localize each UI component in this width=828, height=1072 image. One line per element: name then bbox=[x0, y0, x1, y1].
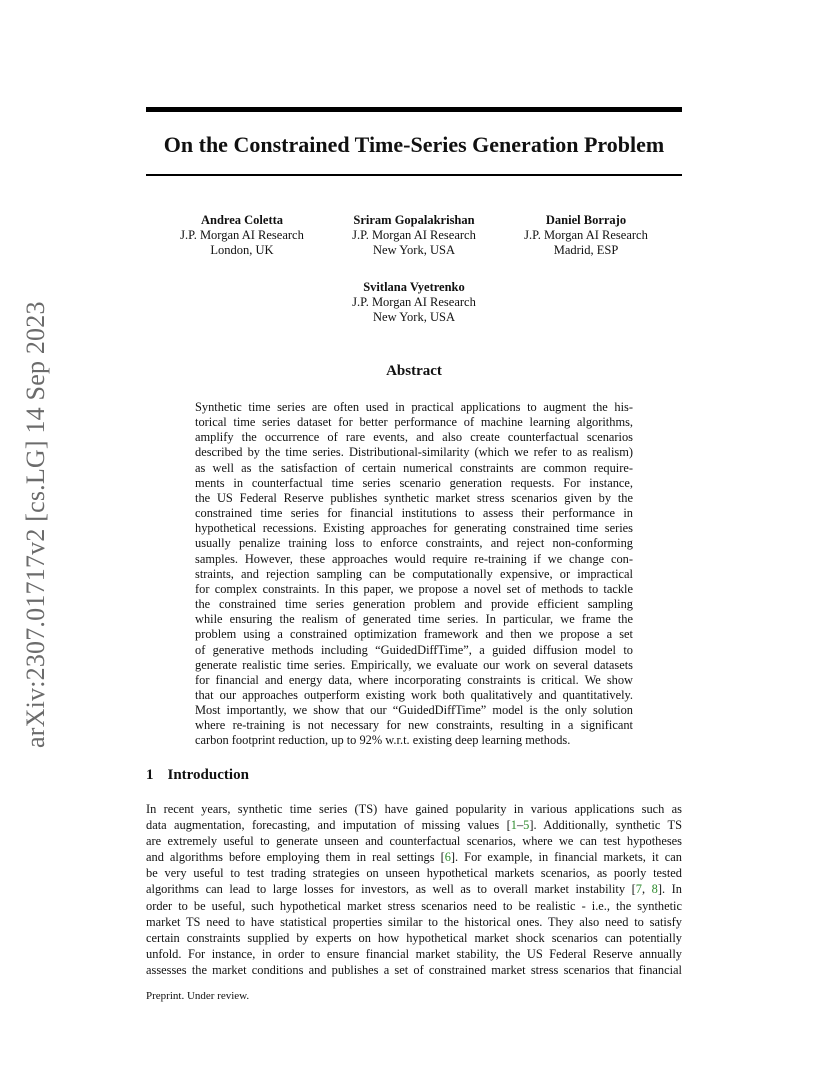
abstract-line: Synthetic time series are often used in practical applications to augment the his- bbox=[195, 400, 633, 414]
author-affiliation: J.P. Morgan AI Research bbox=[352, 228, 476, 242]
author-name: Svitlana Vyetrenko bbox=[363, 280, 465, 294]
abstract-line: for financial and energy data, where incorporating constraints is critical. We show bbox=[195, 672, 633, 687]
abstract-line: of generative methods including “GuidedDiffTime”, a guided diffusion model to bbox=[195, 642, 633, 657]
abstract-heading: Abstract bbox=[386, 363, 442, 379]
author-name: Andrea Coletta bbox=[200, 213, 284, 227]
intro-text: ]. For example, in financial markets, it can bbox=[450, 850, 682, 865]
intro-text: data augmentation, forecasting, and imputation of missing values [ bbox=[146, 818, 511, 833]
intro-line: unfold. For instance, in order to ensure financial market stability, the US Federal Reserve annually bbox=[146, 946, 682, 961]
abstract-line: straints, and rejection sampling can be computationally expensive, or impractical bbox=[195, 566, 633, 581]
author-block-3 bbox=[496, 213, 676, 258]
abstract-line: samples. However, these approaches would require re-training if we change con- bbox=[195, 551, 633, 566]
author-location: New York, USA bbox=[373, 310, 455, 324]
abstract-line: Most importantly, we show that our “GuidedDiffTime” model is the only solution bbox=[195, 703, 633, 718]
section-title: Introduction bbox=[167, 767, 249, 783]
abstract-line: as well as the satisfaction of certain numerical constraints are common require- bbox=[195, 460, 633, 475]
abstract-line: described by the time series. Distributional-similarity (which we refer to as realism) bbox=[195, 445, 633, 460]
introduction-body bbox=[146, 801, 682, 978]
abstract-line: the constrained time series generation problem and provide efficient sampling bbox=[195, 597, 633, 612]
intro-line bbox=[146, 849, 682, 865]
intro-text: ]. In bbox=[657, 882, 682, 897]
author-block-4 bbox=[324, 280, 504, 325]
abstract-line: for complex constraints. In this paper, we propose a novel set of methods to tackle bbox=[195, 581, 633, 596]
arxiv-identifier: arXiv:2307.01717v2 [cs.LG] 14 Sep 2023 bbox=[21, 301, 50, 749]
author-name: Sriram Gopalakrishan bbox=[353, 213, 475, 227]
intro-line bbox=[146, 817, 682, 833]
intro-text: – bbox=[516, 818, 524, 833]
footer-note: Preprint. Under review. bbox=[146, 990, 250, 1002]
abstract-line: that our approaches outperform existing work both qualitatively and quantitatively. bbox=[195, 687, 633, 702]
abstract-line: constrained time series for financial institutions to assess their performance in bbox=[195, 506, 633, 521]
abstract-line: amplify the occurrence of rare events, and also create counterfactual scenarios bbox=[195, 430, 633, 445]
intro-line: assesses the market conditions and publishes a set of constrained market stress scenarios that financial bbox=[146, 962, 682, 977]
author-affiliation: J.P. Morgan AI Research bbox=[352, 295, 476, 309]
intro-text: and algorithms before employing them in real settings [ bbox=[146, 850, 445, 865]
abstract-line: hypothetical recessions. Existing approaches for generating constrained time series bbox=[195, 521, 633, 536]
abstract-line: generate realistic time series. Empirically, we evaluate our work on several datasets bbox=[195, 657, 633, 672]
abstract-line: problem using a constrained optimization framework and then we propose a set bbox=[195, 627, 633, 642]
title-top-rule bbox=[146, 107, 682, 112]
intro-line: market TS need to have statistical properties similar to the historical ones. They also need to satisfy bbox=[146, 914, 682, 929]
intro-line: order to be useful, such hypothetical market stress scenarios need to be realistic - i.e., the synthetic bbox=[146, 898, 682, 913]
intro-line: In recent years, synthetic time series (TS) have gained popularity in various applications such as bbox=[146, 802, 682, 816]
author-location: New York, USA bbox=[373, 243, 455, 257]
abstract-line: carbon footprint reduction, up to 92% w.r.t. existing deep learning methods. bbox=[195, 733, 571, 748]
intro-line: be very useful to test trading strategies on unseen hypothetical markets scenarios, as poorly tested bbox=[146, 866, 682, 881]
abstract-body bbox=[195, 400, 633, 749]
section-heading bbox=[146, 767, 249, 784]
author-block-1 bbox=[152, 213, 332, 258]
intro-line bbox=[146, 881, 682, 897]
citation-link[interactable]: 8 bbox=[651, 882, 658, 897]
section-number: 1 bbox=[146, 767, 154, 783]
citation-link[interactable]: 7 bbox=[635, 882, 642, 897]
author-affiliation: J.P. Morgan AI Research bbox=[180, 228, 304, 242]
citation-link[interactable]: 6 bbox=[444, 850, 451, 865]
intro-line: certain constraints supplied by experts on how hypothetical market shock scenarios can potentially bbox=[146, 930, 682, 945]
abstract-line: where re-training is not necessary for new constraints, resulting in a significant bbox=[195, 718, 633, 733]
author-location: Madrid, ESP bbox=[553, 243, 619, 257]
intro-line: are extremely useful to generate unseen and counterfactual scenarios, where we can test hypotheses bbox=[146, 834, 682, 849]
abstract-line: while ensuring the realism of generated time series. In particular, we frame the bbox=[195, 612, 633, 627]
paper-title: On the Constrained Time-Series Generation Problem bbox=[163, 132, 665, 157]
author-name: Daniel Borrajo bbox=[545, 213, 627, 227]
author-block-2 bbox=[324, 213, 504, 258]
citation-link[interactable]: 5 bbox=[523, 818, 530, 833]
citation-link[interactable]: 1 bbox=[510, 818, 517, 833]
intro-text: ]. Additionally, synthetic TS bbox=[529, 818, 682, 833]
abstract-line: torical time series dataset for better performance of machine learning algorithms, bbox=[195, 415, 633, 430]
author-location: London, UK bbox=[210, 243, 274, 257]
intro-text: , bbox=[641, 882, 652, 897]
abstract-line: ments in counterfactual time series scenario generation requests. For instance, bbox=[195, 475, 633, 490]
intro-text: algorithms can lead to large losses for investors, as well as to overall market instability [ bbox=[146, 882, 636, 897]
author-affiliation: J.P. Morgan AI Research bbox=[524, 228, 648, 242]
abstract-line: the US Federal Reserve publishes synthetic market stress scenarios given by the bbox=[195, 490, 633, 505]
title-bottom-rule bbox=[146, 174, 682, 176]
abstract-line: usually penalize training loss to enforce constraints, and reject non-conforming bbox=[195, 536, 633, 551]
